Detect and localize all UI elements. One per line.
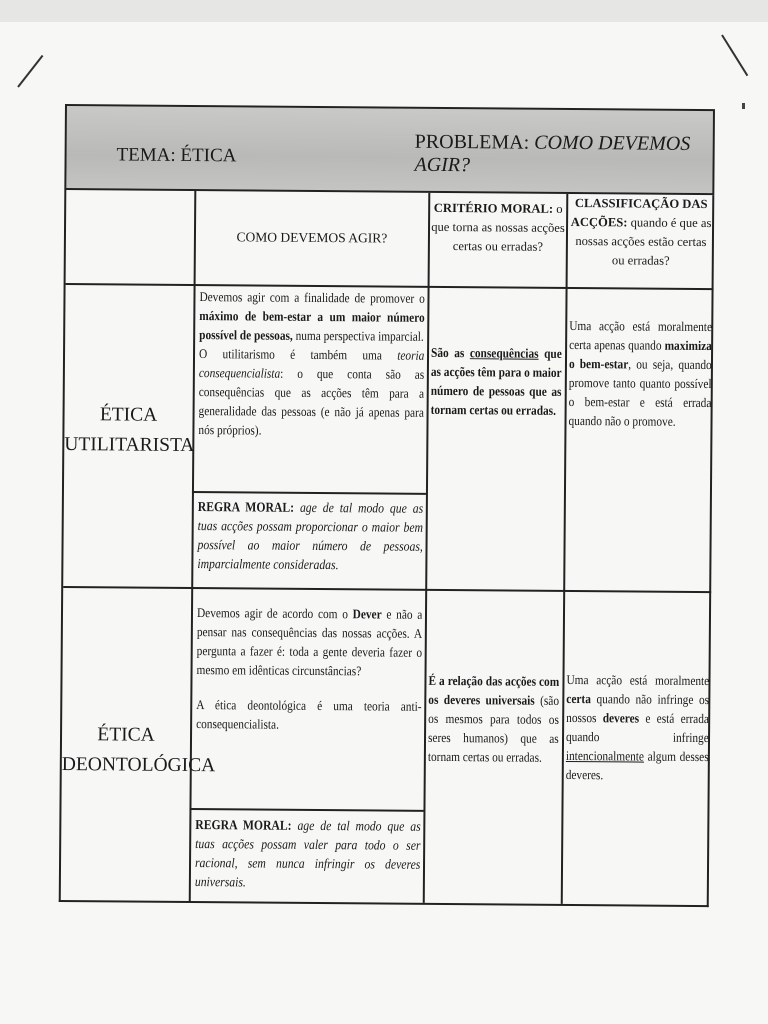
ethics-table [59,190,715,907]
pen-dot [742,103,745,109]
scan-top-strip [0,0,768,22]
problema-question: COMO DEVEMOS AGIR? [414,131,691,177]
regra-divider [192,491,426,494]
regra-divider [189,808,423,811]
classif-rest: quando é que as nossas acções estão certas ou erradas? [575,215,712,268]
pen-mark-left [17,55,43,88]
utilitarista-criterio: São as consequências que as acções têm para o maior número de pessoas que as tornam certas ou erradas. [430,344,562,418]
col-header-classificacao [568,194,715,271]
problema-label: PROBLEMA: [414,130,535,154]
ethics-table-sheet [59,104,717,907]
tema-title: TEMA: ÉTICA [116,144,237,167]
col-header-como-agir: COMO DEVEMOS AGIR? [236,229,388,246]
row-divider [63,586,711,593]
utilitarista-regra-moral: REGRA MORAL: age de tal modo que as tuas acções possam proporcionar o maior bem possível ao maior número de pessoas, imparcialmente consideradas. [197,499,424,573]
deontologica-classificacao: Uma acção está moralmente certa quando não infringe os nossos deveres e está errada quando infringe intencionalmente algum desses deveres. [565,671,710,783]
deontologica-regra-moral: REGRA MORAL: age de tal modo que as tuas acções possam valer para todo o ser racional, sem nunca infringir os deveres universais. [194,817,421,890]
utilitarista-classificacao: Uma acção está moralmente certa apenas quando maximiza o bem-estar, ou seja, quando promove tanto quanto possível o bem-estar e está errada quando não o promove. [568,317,713,429]
criterio-rest: o que torna as nossas acções certas ou erradas? [431,201,565,254]
utilitarista-como-agir: Devemos agir com a finalidade de promover o máximo de bem-estar a um maior número possível de pessoas, numa perspectiva imparcial. O utilitarismo é também uma teoria consequencialista: o que conta são as consequências que as acções têm para a generalidade das pessoas (e não já apenas para nós próprios). [198,289,425,438]
pen-mark-right [721,34,748,76]
deontologica-criterio: É a relação das acções com os deveres universais (são os mesmos para todos os seres humanos) que as tornam certas ou erradas. [427,672,560,765]
problema-title [414,131,712,179]
column-divider [189,191,196,901]
table-header [64,104,715,195]
deontologica-como-agir: Devemos agir de acordo com o Dever e não a pensar nas consequências das nossas acções. A pergunta a fazer é: toda a gente deveria fazer o mesmo em idênticas circunstâncias? A ética deontológica é uma teoria anti-consequencialista. [196,605,423,732]
row-header-utilitarista: ÉTICA UTILITARISTA [64,404,195,457]
classif-label: CLASSIFICAÇÃO DAS ACÇÕES: [570,196,708,230]
row-header-deontologica: ÉTICA DEONTOLÓGICA [61,724,216,777]
col-header-criterio [430,199,566,257]
column-divider [561,194,568,904]
criterio-label: CRITÉRIO MORAL: [433,200,554,216]
